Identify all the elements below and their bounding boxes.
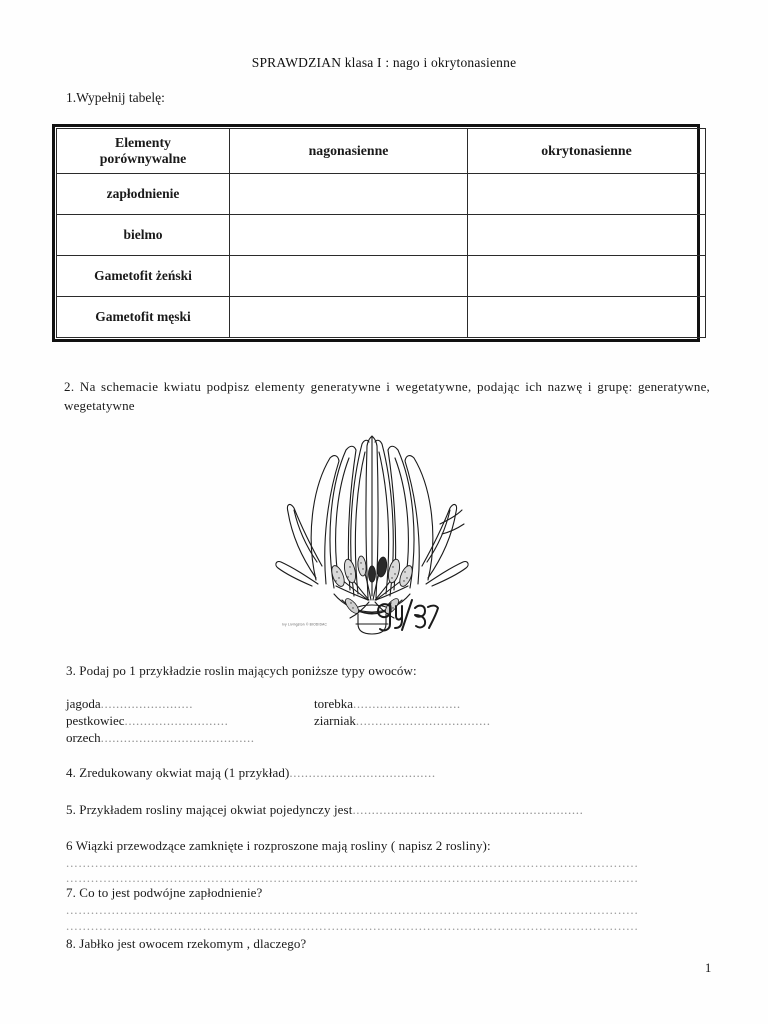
table-row-label-female-gametophyte: Gametofit żeński bbox=[57, 256, 230, 297]
question-2-text bbox=[64, 378, 710, 416]
answer-line[interactable]: .......................................................................................................................................... bbox=[66, 902, 639, 914]
flower-cross-section-icon bbox=[272, 428, 472, 640]
fruit-type-ziarniak bbox=[314, 712, 491, 729]
fruit-label: jagoda bbox=[66, 696, 101, 711]
page-number: 1 bbox=[705, 961, 712, 975]
artist-signature bbox=[378, 600, 438, 630]
table-header-cell-criteria bbox=[57, 129, 230, 174]
table-row-label-endosperm: bielmo bbox=[57, 215, 230, 256]
fruit-type-torebka bbox=[314, 695, 461, 712]
table-cell-answer[interactable] bbox=[230, 174, 468, 215]
fruit-label: ziarniak bbox=[314, 713, 356, 728]
question-4-text: 4. Zredukowany okwiat mają (1 przykład) bbox=[66, 765, 290, 780]
comparison-table bbox=[56, 128, 706, 338]
question-3-fruit-list bbox=[66, 695, 626, 746]
list-item bbox=[66, 712, 626, 729]
table-row-label-male-gametophyte: Gametofit męski bbox=[57, 297, 230, 338]
table-cell-answer[interactable] bbox=[230, 215, 468, 256]
question-5-text: 5. Przykładem rosliny mającej okwiat pojedynczy jest bbox=[66, 802, 353, 817]
table-row bbox=[57, 256, 706, 297]
table-cell-answer[interactable] bbox=[468, 174, 706, 215]
question-1-label: 1.Wypełnij tabelę: bbox=[66, 90, 165, 105]
fruit-label: torebka bbox=[314, 696, 353, 711]
table-header-cell-gymnosperms: nagonasienne bbox=[230, 129, 468, 174]
table-row bbox=[57, 297, 706, 338]
answer-dots[interactable]: ............................ bbox=[352, 696, 461, 711]
answer-dots[interactable]: ........................ bbox=[100, 696, 194, 711]
fruit-label: orzech bbox=[66, 730, 101, 745]
question-4 bbox=[66, 765, 436, 781]
table-header-criteria-line1: Elementy bbox=[115, 134, 171, 150]
question-2-line1: 2. Na schemacie kwiatu podpisz elementy generatywne i wegetatywne, podając ich nazwę i grupę: bbox=[64, 379, 633, 394]
answer-dots[interactable]: ........................................ bbox=[100, 730, 255, 745]
table-row bbox=[57, 174, 706, 215]
table-row bbox=[57, 215, 706, 256]
table-header-row bbox=[57, 129, 706, 174]
list-item bbox=[66, 729, 626, 746]
table-cell-answer[interactable] bbox=[468, 215, 706, 256]
question-2-line2: generatywne, wegetatywne bbox=[64, 379, 710, 413]
answer-line[interactable]: .......................................................................................................................................... bbox=[66, 870, 639, 882]
question-3-label: 3. Podaj po 1 przykładzie roslin mających poniższe typy owoców: bbox=[66, 663, 417, 678]
table-cell-answer[interactable] bbox=[230, 297, 468, 338]
answer-dots[interactable]: ............................................................ bbox=[352, 802, 584, 817]
question-8-text: 8. Jabłko jest owocem rzekomym , dlaczego? bbox=[66, 936, 307, 951]
figure-credit: Ivy Livingston © BIODIDAC bbox=[282, 622, 328, 627]
question-6-text: 6 Wiązki przewodzące zamknięte i rozproszone mają rosliny ( napisz 2 rosliny): bbox=[66, 838, 491, 853]
table-header-criteria-line2: porównywalne bbox=[99, 151, 187, 166]
answer-line[interactable]: .......................................................................................................................................... bbox=[66, 918, 639, 930]
comparison-table-wrapper bbox=[52, 124, 700, 342]
flower-diagram-figure bbox=[272, 428, 472, 640]
table-row-label-fertilization: zapłodnienie bbox=[57, 174, 230, 215]
list-item bbox=[66, 695, 626, 712]
fruit-label: pestkowiec bbox=[66, 713, 125, 728]
fruit-type-orzech bbox=[66, 729, 314, 746]
question-5 bbox=[66, 802, 583, 818]
question-7-text: 7. Co to jest podwójne zapłodnienie? bbox=[66, 885, 263, 900]
table-cell-answer[interactable] bbox=[468, 256, 706, 297]
fruit-type-pestkowiec bbox=[66, 712, 314, 729]
table-cell-answer[interactable] bbox=[468, 297, 706, 338]
answer-dots[interactable]: ...................................... bbox=[289, 765, 436, 780]
fruit-type-jagoda bbox=[66, 695, 314, 712]
table-cell-answer[interactable] bbox=[230, 256, 468, 297]
answer-dots[interactable]: ........................... bbox=[124, 713, 229, 728]
answer-dots[interactable]: ................................... bbox=[355, 713, 491, 728]
table-header-cell-angiosperms: okrytonasienne bbox=[468, 129, 706, 174]
page-title: SPRAWDZIAN klasa I : nago i okrytonasienne bbox=[251, 55, 517, 70]
answer-line[interactable]: .......................................................................................................................................... bbox=[66, 855, 639, 867]
